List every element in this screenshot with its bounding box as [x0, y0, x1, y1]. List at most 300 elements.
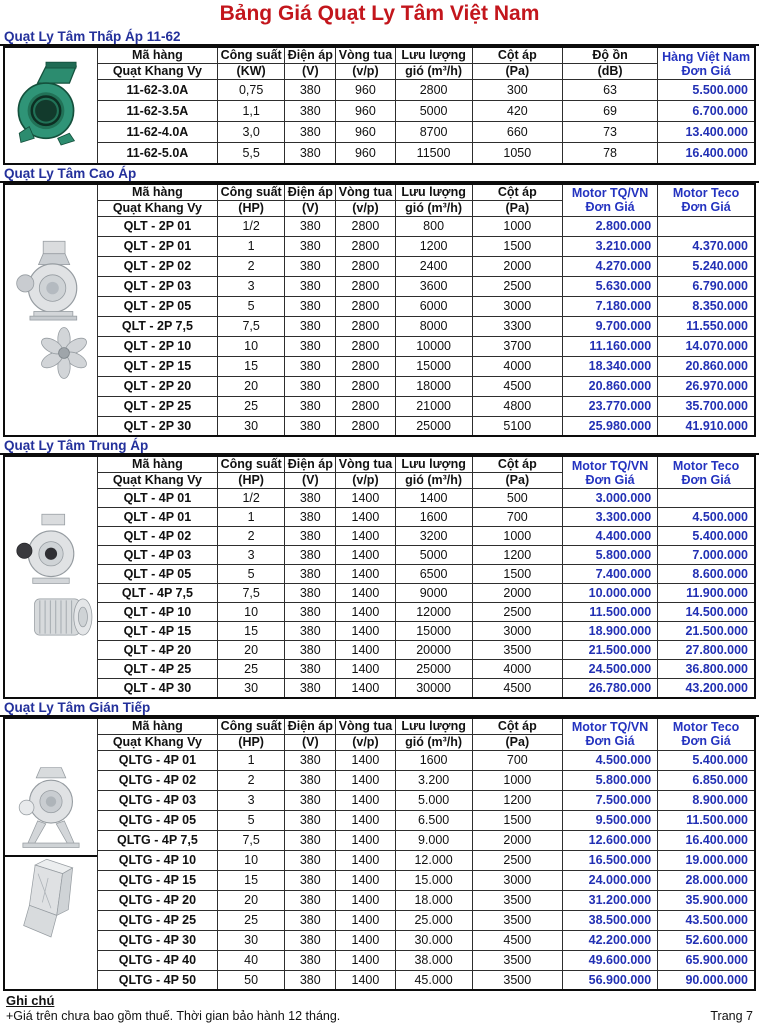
rpm-cell: 1400: [336, 830, 395, 850]
voltage-cell: 380: [285, 679, 336, 698]
model-cell: QLT - 4P 01: [97, 489, 217, 508]
power-cell: 30: [218, 679, 285, 698]
table-row: [4, 216, 755, 236]
flow-cell: 18.000: [395, 890, 472, 910]
header-motor-teco: [658, 456, 755, 489]
motor-tqvn-cell: 3.300.000: [562, 508, 657, 527]
header-ma-hang-sub: Quạt Khang Vy: [97, 473, 217, 489]
model-cell: QLT - 4P 25: [97, 660, 217, 679]
pressure-cell: 3000: [472, 622, 562, 641]
header-luu-luong: Lưu lượng: [395, 718, 472, 735]
motor-tqvn-cell: 10.000.000: [562, 584, 657, 603]
flow-cell: 18000: [395, 376, 472, 396]
fan-section: [0, 437, 759, 699]
pressure-cell: 3500: [472, 890, 562, 910]
table-row: [4, 508, 755, 527]
product-image-cell: [4, 718, 97, 991]
motor-tqvn-cell: 56.900.000: [562, 970, 657, 990]
voltage-cell: 380: [285, 622, 336, 641]
voltage-cell: 380: [285, 660, 336, 679]
grey-high-pressure-fan-photo: [12, 237, 90, 332]
flow-cell: 800: [395, 216, 472, 236]
table-row: [4, 930, 755, 950]
price-table: [3, 455, 756, 699]
table-row: [4, 256, 755, 276]
power-cell: 2: [218, 527, 285, 546]
header-luu-luong-unit: gió (m³/h): [395, 64, 472, 80]
flow-cell: 2400: [395, 256, 472, 276]
pressure-cell: 3500: [472, 910, 562, 930]
header-power-unit: (KW): [218, 64, 285, 80]
motor-tqvn-cell: 7.180.000: [562, 296, 657, 316]
table-row: [4, 236, 755, 256]
model-cell: QLTG - 4P 20: [97, 890, 217, 910]
flow-cell: 12000: [395, 603, 472, 622]
rpm-cell: 2800: [336, 316, 395, 336]
flow-cell: 3600: [395, 276, 472, 296]
flow-cell: 30000: [395, 679, 472, 698]
motor-teco-cell: [658, 489, 755, 508]
table-row: [4, 80, 755, 101]
header-power-unit: (HP): [218, 734, 285, 750]
rpm-cell: 1400: [336, 750, 395, 770]
power-cell: 0,75: [218, 80, 285, 101]
motor-teco-cell: 4.370.000: [658, 236, 755, 256]
header-line1: Motor Teco: [672, 186, 740, 200]
motor-teco-cell: 4.500.000: [658, 508, 755, 527]
power-cell: 3: [218, 790, 285, 810]
voltage-cell: 380: [285, 143, 336, 164]
model-cell: QLTG - 4P 30: [97, 930, 217, 950]
green-centrifugal-fan-photo: [9, 58, 93, 153]
power-cell: 30: [218, 930, 285, 950]
flow-cell: 5.000: [395, 790, 472, 810]
table-row: [4, 527, 755, 546]
model-cell: QLT - 2P 03: [97, 276, 217, 296]
motor-tqvn-cell: 4.500.000: [562, 750, 657, 770]
header-cot-ap-unit: (Pa): [472, 734, 562, 750]
voltage-cell: 380: [285, 216, 336, 236]
voltage-cell: 380: [285, 830, 336, 850]
rpm-cell: 1400: [336, 603, 395, 622]
header-ma-hang: Mã hàng: [97, 718, 217, 735]
header-line1: Motor TQ/VN: [571, 720, 649, 734]
header-line2: Đơn Giá: [681, 734, 731, 748]
rpm-cell: 960: [336, 122, 395, 143]
pressure-cell: 1500: [472, 565, 562, 584]
voltage-cell: 380: [285, 276, 336, 296]
power-cell: 30: [218, 416, 285, 436]
model-cell: 11-62-3.0A: [97, 80, 217, 101]
motor-teco-cell: 6.790.000: [658, 276, 755, 296]
header-ma-hang: Mã hàng: [97, 47, 217, 64]
motor-tqvn-cell: 4.270.000: [562, 256, 657, 276]
motor-tqvn-cell: 21.500.000: [562, 641, 657, 660]
rpm-cell: 1400: [336, 565, 395, 584]
table-row: [4, 660, 755, 679]
voltage-cell: 380: [285, 565, 336, 584]
flow-cell: 2800: [395, 80, 472, 101]
motor-teco-cell: 35.900.000: [658, 890, 755, 910]
rpm-cell: 1400: [336, 641, 395, 660]
rpm-cell: 960: [336, 101, 395, 122]
pressure-cell: 700: [472, 750, 562, 770]
pressure-cell: 2500: [472, 276, 562, 296]
notes-heading: Ghi chú: [6, 993, 55, 1008]
motor-tqvn-cell: 23.770.000: [562, 396, 657, 416]
motor-tqvn-cell: 3.000.000: [562, 489, 657, 508]
model-cell: QLT - 4P 15: [97, 622, 217, 641]
header-luu-luong-unit: gió (m³/h): [395, 473, 472, 489]
power-cell: 2: [218, 770, 285, 790]
pressure-cell: 2000: [472, 584, 562, 603]
pressure-cell: 3300: [472, 316, 562, 336]
model-cell: QLTG - 4P 50: [97, 970, 217, 990]
flow-cell: 25000: [395, 660, 472, 679]
header-dien-ap-unit: (V): [285, 64, 336, 80]
table-row: [4, 489, 755, 508]
flow-cell: 1200: [395, 236, 472, 256]
motor-teco-cell: 52.600.000: [658, 930, 755, 950]
table-row: [4, 830, 755, 850]
power-cell: 20: [218, 641, 285, 660]
header-cong-suat: Công suất: [218, 47, 285, 64]
motor-tqvn-cell: 5.800.000: [562, 770, 657, 790]
motor-tqvn-cell: 11.160.000: [562, 336, 657, 356]
power-cell: 5,5: [218, 143, 285, 164]
flow-cell: 1600: [395, 508, 472, 527]
pressure-cell: 4000: [472, 660, 562, 679]
motor-teco-cell: 65.900.000: [658, 950, 755, 970]
pressure-cell: 300: [472, 80, 562, 101]
model-cell: QLT - 2P 15: [97, 356, 217, 376]
power-cell: 1: [218, 750, 285, 770]
fan-impeller-photo: [37, 326, 91, 383]
flow-cell: 25000: [395, 416, 472, 436]
rpm-cell: 1400: [336, 584, 395, 603]
model-cell: QLT - 2P 20: [97, 376, 217, 396]
pressure-cell: 1200: [472, 790, 562, 810]
header-ma-hang-sub: Quạt Khang Vy: [97, 200, 217, 216]
table-header-row: [4, 718, 755, 735]
flow-cell: 1600: [395, 750, 472, 770]
motor-tqvn-cell: 38.500.000: [562, 910, 657, 930]
power-cell: 15: [218, 356, 285, 376]
table-row: [4, 276, 755, 296]
header-dien-ap: Điện áp: [285, 456, 336, 473]
model-cell: QLTG - 4P 25: [97, 910, 217, 930]
header-line2: Đơn Giá: [585, 734, 635, 748]
header-cong-suat: Công suất: [218, 718, 285, 735]
header-cot-ap-unit: (Pa): [472, 473, 562, 489]
grey-indirect-fan-photo: [14, 763, 88, 855]
pressure-cell: 1000: [472, 216, 562, 236]
power-cell: 15: [218, 870, 285, 890]
section-title: Quạt Ly Tâm Trung Áp: [0, 437, 759, 455]
motor-teco-cell: 14.070.000: [658, 336, 755, 356]
header-cong-suat: Công suất: [218, 456, 285, 473]
table-row: [4, 850, 755, 870]
table-row: [4, 101, 755, 122]
header-motor-tqvn: [562, 718, 657, 751]
product-image-cell: [4, 456, 97, 698]
header-motor-tqvn: [562, 456, 657, 489]
voltage-cell: 380: [285, 296, 336, 316]
flow-cell: 1400: [395, 489, 472, 508]
motor-teco-cell: 43.200.000: [658, 679, 755, 698]
flow-cell: 9.000: [395, 830, 472, 850]
rpm-cell: 1400: [336, 679, 395, 698]
power-cell: 10: [218, 850, 285, 870]
table-header-row: [4, 184, 755, 201]
rpm-cell: 2800: [336, 336, 395, 356]
power-cell: 5: [218, 810, 285, 830]
motor-teco-cell: [658, 216, 755, 236]
pressure-cell: 4000: [472, 356, 562, 376]
voltage-cell: 380: [285, 489, 336, 508]
header-luu-luong-unit: gió (m³/h): [395, 200, 472, 216]
table-row: [4, 679, 755, 698]
flow-cell: 8000: [395, 316, 472, 336]
motor-tqvn-cell: 24.000.000: [562, 870, 657, 890]
price-note: +Giá trên chưa bao gồm thuế. Thời gian bảo hành 12 tháng.: [6, 1009, 341, 1023]
motor-teco-cell: 27.800.000: [658, 641, 755, 660]
header-cot-ap: Cột áp: [472, 47, 562, 64]
flow-cell: 9000: [395, 584, 472, 603]
power-cell: 1,1: [218, 101, 285, 122]
flow-cell: 21000: [395, 396, 472, 416]
pressure-cell: 1500: [472, 810, 562, 830]
motor-teco-cell: 36.800.000: [658, 660, 755, 679]
model-cell: QLT - 2P 02: [97, 256, 217, 276]
power-cell: 50: [218, 970, 285, 990]
pressure-cell: 3500: [472, 970, 562, 990]
header-luu-luong: Lưu lượng: [395, 47, 472, 64]
voltage-cell: 380: [285, 750, 336, 770]
price-table: [3, 183, 756, 438]
model-cell: QLT - 4P 01: [97, 508, 217, 527]
flow-cell: 3.200: [395, 770, 472, 790]
flow-cell: 3200: [395, 527, 472, 546]
voltage-cell: 380: [285, 508, 336, 527]
voltage-cell: 380: [285, 546, 336, 565]
motor-tqvn-cell: 31.200.000: [562, 890, 657, 910]
sections-container: [0, 28, 759, 991]
voltage-cell: 380: [285, 122, 336, 143]
hang-viet-nam-cell: 13.400.000: [658, 122, 755, 143]
motor-tqvn-cell: 5.800.000: [562, 546, 657, 565]
motor-tqvn-cell: 24.500.000: [562, 660, 657, 679]
table-row: [4, 296, 755, 316]
page-footer: [6, 993, 753, 1025]
hang-viet-nam-cell: 6.700.000: [658, 101, 755, 122]
power-cell: 15: [218, 622, 285, 641]
model-cell: QLTG - 4P 05: [97, 810, 217, 830]
table-row: [4, 316, 755, 336]
motor-teco-cell: 8.600.000: [658, 565, 755, 584]
hang-viet-nam-cell: 5.500.000: [658, 80, 755, 101]
flow-cell: 15000: [395, 356, 472, 376]
table-row: [4, 603, 755, 622]
rpm-cell: 1400: [336, 527, 395, 546]
fan-section: [0, 699, 759, 992]
motor-teco-cell: 20.860.000: [658, 356, 755, 376]
rpm-cell: 960: [336, 143, 395, 164]
model-cell: QLTG - 4P 40: [97, 950, 217, 970]
model-cell: QLTG - 4P 7,5: [97, 830, 217, 850]
header-line2: Đơn Giá: [681, 472, 731, 487]
rpm-cell: 1400: [336, 910, 395, 930]
header-line1: Motor Teco: [672, 720, 740, 734]
motor-teco-cell: 8.900.000: [658, 790, 755, 810]
model-cell: QLT - 4P 30: [97, 679, 217, 698]
motor-tqvn-cell: 42.200.000: [562, 930, 657, 950]
voltage-cell: 380: [285, 527, 336, 546]
motor-teco-cell: 26.970.000: [658, 376, 755, 396]
rpm-cell: 1400: [336, 489, 395, 508]
voltage-cell: 380: [285, 376, 336, 396]
hang-viet-nam-cell: 16.400.000: [658, 143, 755, 164]
noise-cell: 73: [562, 122, 657, 143]
power-cell: 1: [218, 508, 285, 527]
header-vong-tua-unit: (v/p): [336, 64, 395, 80]
footer-row: [6, 1008, 753, 1025]
voltage-cell: 380: [285, 790, 336, 810]
power-cell: 10: [218, 603, 285, 622]
header-motor-teco: [658, 184, 755, 217]
flow-cell: 45.000: [395, 970, 472, 990]
pressure-cell: 3500: [472, 950, 562, 970]
rpm-cell: 1400: [336, 970, 395, 990]
noise-cell: 78: [562, 143, 657, 164]
flow-cell: 15.000: [395, 870, 472, 890]
motor-teco-cell: 28.000.000: [658, 870, 755, 890]
motor-tqvn-cell: 3.210.000: [562, 236, 657, 256]
motor-tqvn-cell: 49.600.000: [562, 950, 657, 970]
rpm-cell: 1400: [336, 850, 395, 870]
model-cell: QLT - 2P 7,5: [97, 316, 217, 336]
model-cell: QLT - 2P 01: [97, 216, 217, 236]
motor-teco-cell: 11.500.000: [658, 810, 755, 830]
product-image-cell: [4, 47, 97, 164]
header-cot-ap: Cột áp: [472, 184, 562, 201]
flow-cell: 6500: [395, 565, 472, 584]
motor-teco-cell: 35.700.000: [658, 396, 755, 416]
product-image-cell: [4, 184, 97, 437]
pressure-cell: 2500: [472, 603, 562, 622]
voltage-cell: 380: [285, 316, 336, 336]
motor-teco-cell: 19.000.000: [658, 850, 755, 870]
voltage-cell: 380: [285, 810, 336, 830]
model-cell: 11-62-3.5A: [97, 101, 217, 122]
power-cell: 25: [218, 660, 285, 679]
pressure-cell: 4500: [472, 930, 562, 950]
power-cell: 10: [218, 336, 285, 356]
motor-tqvn-cell: 16.500.000: [562, 850, 657, 870]
rpm-cell: 1400: [336, 870, 395, 890]
flow-cell: 15000: [395, 622, 472, 641]
model-cell: 11-62-4.0A: [97, 122, 217, 143]
rpm-cell: 1400: [336, 950, 395, 970]
motor-tqvn-cell: 5.630.000: [562, 276, 657, 296]
voltage-cell: 380: [285, 870, 336, 890]
flow-cell: 8700: [395, 122, 472, 143]
rpm-cell: 2800: [336, 216, 395, 236]
flow-cell: 10000: [395, 336, 472, 356]
motor-teco-cell: 11.900.000: [658, 584, 755, 603]
section-title: Quạt Ly Tâm Thấp Áp 11-62: [0, 28, 759, 46]
header-line1: Hàng Việt Nam: [662, 49, 751, 64]
pressure-cell: 1500: [472, 236, 562, 256]
motor-teco-cell: 7.000.000: [658, 546, 755, 565]
motor-teco-cell: 43.500.000: [658, 910, 755, 930]
header-dien-ap-unit: (V): [285, 734, 336, 750]
model-cell: QLT - 4P 02: [97, 527, 217, 546]
header-vong-tua-unit: (v/p): [336, 734, 395, 750]
power-cell: 3: [218, 276, 285, 296]
voltage-cell: 380: [285, 770, 336, 790]
header-line2: Đơn Giá: [681, 63, 731, 78]
motor-teco-cell: 11.550.000: [658, 316, 755, 336]
header-dien-ap: Điện áp: [285, 718, 336, 735]
pressure-cell: 1050: [472, 143, 562, 164]
motor-tqvn-cell: 18.340.000: [562, 356, 657, 376]
model-cell: QLT - 4P 05: [97, 565, 217, 584]
header-motor-teco: [658, 718, 755, 751]
pressure-cell: 3000: [472, 296, 562, 316]
table-row: [4, 584, 755, 603]
voltage-cell: 380: [285, 910, 336, 930]
rpm-cell: 2800: [336, 276, 395, 296]
table-row: [4, 565, 755, 584]
rpm-cell: 960: [336, 80, 395, 101]
flow-cell: 20000: [395, 641, 472, 660]
motor-teco-cell: 14.500.000: [658, 603, 755, 622]
voltage-cell: 380: [285, 336, 336, 356]
table-row: [4, 546, 755, 565]
motor-teco-cell: 90.000.000: [658, 970, 755, 990]
voltage-cell: 380: [285, 396, 336, 416]
header-dien-ap-unit: (V): [285, 473, 336, 489]
rpm-cell: 1400: [336, 790, 395, 810]
pressure-cell: 500: [472, 489, 562, 508]
section-title: Quạt Ly Tâm Gián Tiếp: [0, 699, 759, 717]
rpm-cell: 1400: [336, 546, 395, 565]
page-number: Trang 7: [710, 1009, 753, 1023]
noise-cell: 69: [562, 101, 657, 122]
header-power-unit: (HP): [218, 200, 285, 216]
voltage-cell: 380: [285, 80, 336, 101]
pressure-cell: 1200: [472, 546, 562, 565]
power-cell: 7,5: [218, 584, 285, 603]
model-cell: QLT - 2P 10: [97, 336, 217, 356]
power-cell: 25: [218, 396, 285, 416]
motor-tqvn-cell: 20.860.000: [562, 376, 657, 396]
table-row: [4, 356, 755, 376]
header-line2: Đơn Giá: [585, 472, 635, 487]
table-row: [4, 122, 755, 143]
voltage-cell: 380: [285, 256, 336, 276]
header-line1: Motor TQ/VN: [571, 458, 649, 473]
model-cell: QLTG - 4P 15: [97, 870, 217, 890]
motor-tqvn-cell: 9.700.000: [562, 316, 657, 336]
model-cell: QLTG - 4P 02: [97, 770, 217, 790]
motor-tqvn-cell: 4.400.000: [562, 527, 657, 546]
header-ma-hang: Mã hàng: [97, 184, 217, 201]
power-cell: 1/2: [218, 216, 285, 236]
header-cong-suat: Công suất: [218, 184, 285, 201]
motor-tqvn-cell: 18.900.000: [562, 622, 657, 641]
